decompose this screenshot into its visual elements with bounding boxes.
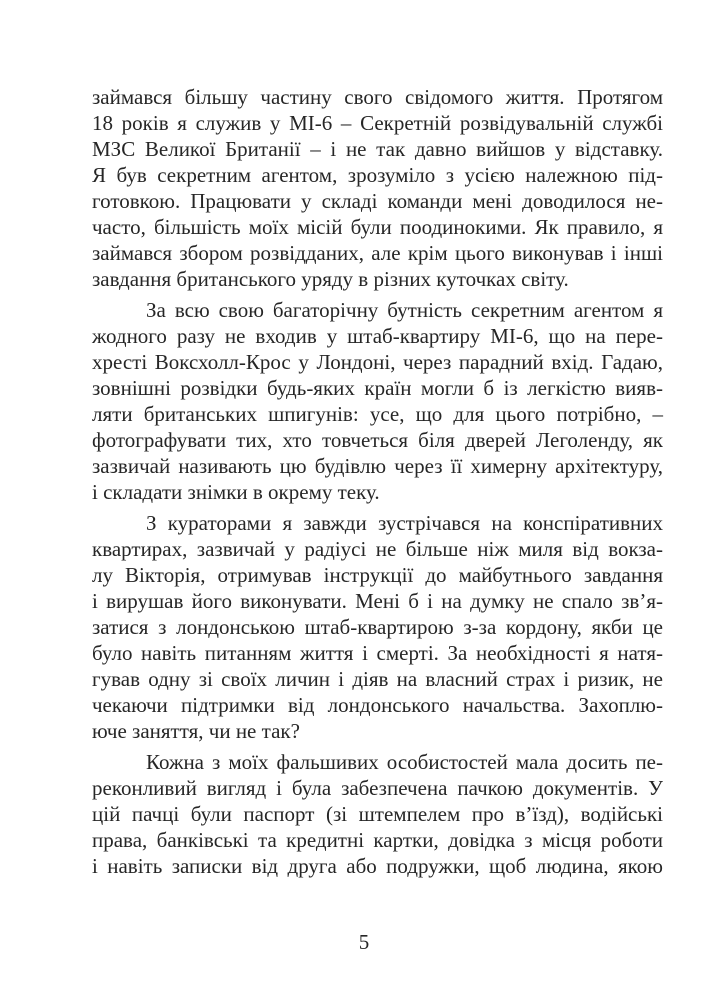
text-line: права, банківські та кредитні картки, довідка з місця роботи [92, 828, 663, 852]
text-line: Кожна з моїх фальшивих особистостей мала досить пе- [146, 750, 663, 774]
text-line: реконливий вигляд і була забезпечена пачкою документів. У [92, 776, 663, 800]
paragraph [92, 84, 663, 292]
text-line: квартирах, зазвичай у радіусі не більше ніж миля від вокза- [92, 537, 663, 561]
page-body [92, 84, 663, 884]
text-line: завдання британського уряду в різних куточках світу. [92, 267, 569, 291]
text-line: чекаючи підтримки від лондонського начальства. Захоплю- [92, 693, 663, 717]
text-line: 18 років я служив у МІ-6 – Секретній розвідувальній службі [92, 111, 663, 135]
paragraph [92, 510, 663, 744]
text-line: було навіть питанням життя і смерті. За необхідності я натя- [92, 641, 663, 665]
page-number: 5 [358, 930, 370, 954]
text-line: З кураторами я завжди зустрічався на конспіративних [146, 511, 663, 535]
text-line: МЗС Великої Британії – і не так давно вийшов у відставку. [92, 137, 663, 161]
text-line: гував одну зі своїх личин і діяв на власний страх і ризик, не [92, 667, 663, 691]
text-line: і складати знімки в окрему теку. [92, 480, 380, 504]
text-line: зовнішні розвідки будь-яких країн могли б із легкістю вияв- [92, 376, 663, 400]
text-line: лу Вікторія, отримував інструкції до майбутнього завдання [92, 563, 663, 587]
text-line: займався більшу частину свого свідомого життя. Протягом [92, 85, 663, 109]
text-line: жодного разу не входив у штаб-квартиру МІ-6, що на пере- [92, 324, 663, 348]
text-line: цій пачці були паспорт (зі штемпелем про в’їзд), водійські [92, 802, 663, 826]
text-line: і вирушав його виконувати. Мені б і на думку не спало зв’я- [92, 589, 663, 613]
paragraph [92, 749, 663, 879]
text-line: ляти британських шпигунів: усе, що для цього потрібно, – [92, 402, 663, 426]
text-line: юче заняття, чи не так? [92, 719, 300, 743]
text-line: часто, більшість моїх місій були поодинокими. Як правило, я [92, 215, 663, 239]
text-line: хресті Воксхолл-Крос у Лондоні, через парадний вхід. Гадаю, [92, 350, 663, 374]
paragraph [92, 297, 663, 505]
text-line: За всю свою багаторічну бутність секретним агентом я [146, 298, 663, 322]
text-line: затися з лондонською штаб-квартирою з-за кордону, якби це [92, 615, 663, 639]
text-line: Я був секретним агентом, зрозуміло з усією належною під- [92, 163, 663, 187]
text-line: займався збором розвідданих, але крім цього виконував і інші [92, 241, 663, 265]
text-line: зазвичай називають цю будівлю через її химерну архітектуру, [92, 454, 663, 478]
text-line: фотографувати тих, хто товчеться біля дверей Леголенду, як [92, 428, 663, 452]
text-line: готовкою. Працювати у складі команди мені доводилося не- [92, 189, 663, 213]
text-line: і навіть записки від друга або подружки, щоб людина, якою [92, 854, 663, 878]
